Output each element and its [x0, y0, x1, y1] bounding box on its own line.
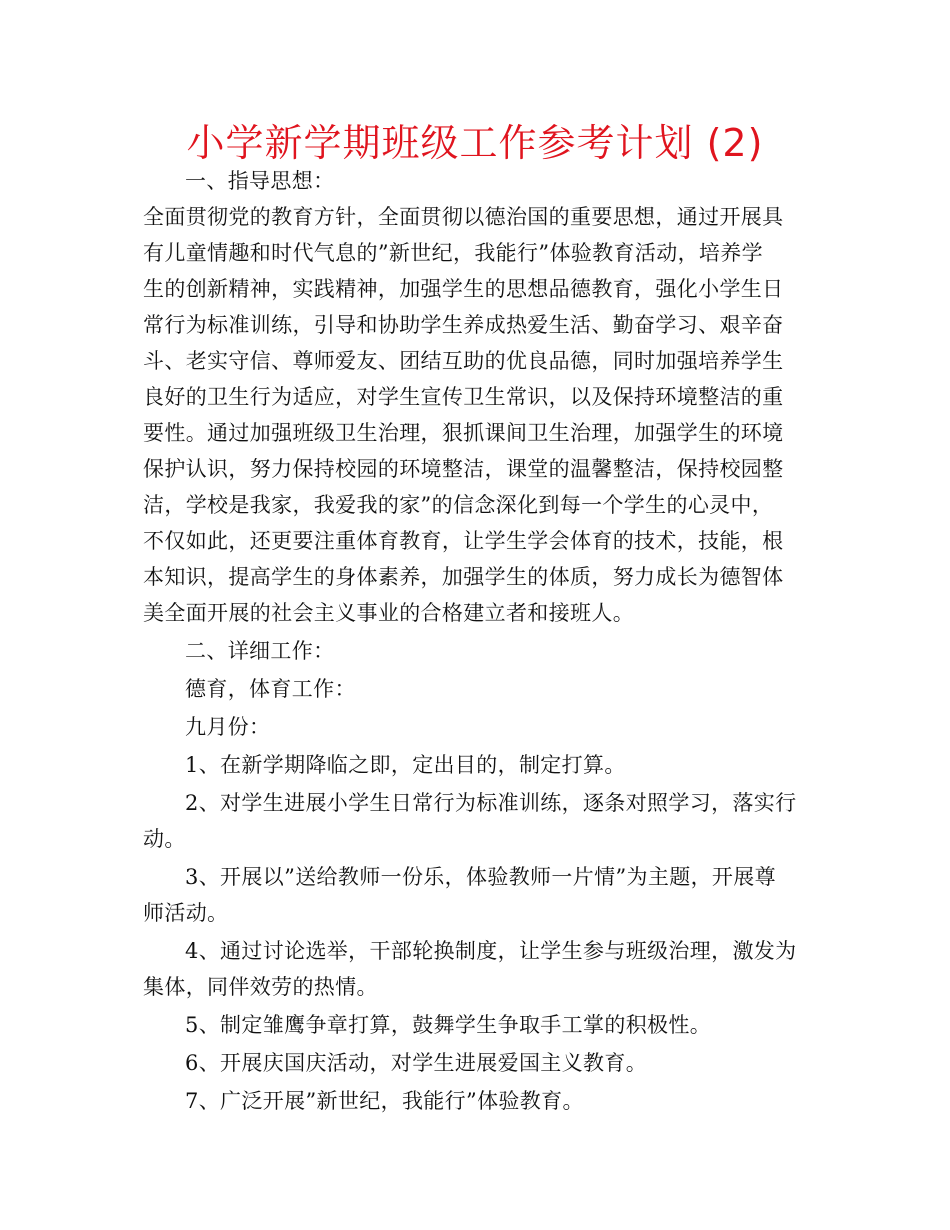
paragraph-line: 洁，学校是我家，我爱我的家”的信念深化到每一个学生的心灵中，: [143, 493, 774, 517]
paragraph-line: 斗、老实守信、尊师爱友、团结互助的优良品德，同时加强培养学生: [143, 349, 784, 373]
list-item-text: 3、开展以”送给教师一份乐，体验教师一片情”为主题，开展尊: [185, 865, 776, 889]
list-item-text: 7、广泛开展”新世纪，我能行”体验教育。: [185, 1089, 584, 1113]
list-item: [143, 1045, 811, 1081]
subheading-text: 德育，体育工作：: [185, 677, 356, 701]
list-item: [143, 859, 811, 931]
heading-text: 一、指导思想：: [185, 169, 335, 193]
section-heading-detailed-work: [143, 633, 811, 669]
list-item-text: 集体，同伴效劳的热情。: [143, 975, 378, 999]
list-item-text: 4、通过讨论选举，干部轮换制度，让学生参与班级治理，激发为: [185, 939, 797, 963]
paragraph-line: 不仅如此，还更要注重体育教育，让学生学会体育的技术，技能，根: [143, 529, 784, 553]
list-item: [143, 1083, 811, 1119]
subheading-september: [143, 709, 811, 745]
paragraph-line: 全面贯彻党的教育方针，全面贯彻以德治国的重要思想，通过开展具: [143, 205, 784, 229]
paragraph-line: 有儿童情趣和时代气息的”新世纪，我能行”体验教育活动，培养学: [143, 241, 763, 265]
list-item-text: 2、对学生进展小学生日常行为标准训练，逐条对照学习，落实行: [185, 791, 797, 815]
paragraph-line: 生的创新精神，实践精神，加强学生的思想品德教育，强化小学生日: [143, 277, 784, 301]
paragraph-line: 本知识，提高学生的身体素养，加强学生的体质，努力成长为德智体: [143, 565, 784, 589]
list-item: [143, 1007, 811, 1043]
heading-text: 二、详细工作：: [185, 639, 335, 663]
paragraph-line: 要性。通过加强班级卫生治理，狠抓课间卫生治理，加强学生的环境: [143, 421, 784, 445]
list-item: [143, 747, 811, 783]
paragraph-line: 常行为标准训练，引导和协助学生养成热爱生活、勤奋学习、艰辛奋: [143, 313, 784, 337]
list-item: [143, 785, 811, 857]
list-item: [143, 933, 811, 1005]
paragraph-line: 保护认识，努力保持校园的环境整洁，课堂的温馨整洁，保持校园整: [143, 457, 784, 481]
document-title: 小学新学期班级工作参考计划 (2): [186, 121, 764, 165]
paragraph-line: 美全面开展的社会主义事业的合格建立者和接班人。: [143, 601, 635, 625]
section-heading-guiding-ideology: [143, 163, 811, 199]
subheading-text: 九月份：: [185, 715, 271, 739]
paragraph-guiding-ideology: [143, 199, 811, 631]
list-item-text: 6、开展庆国庆活动，对学生进展爱国主义教育。: [185, 1051, 648, 1075]
paragraph-line: 良好的卫生行为适应，对学生宣传卫生常识，以及保持环境整洁的重: [143, 385, 784, 409]
list-item-text: 师活动。: [143, 901, 229, 925]
list-item-text: 1、在新学期降临之即，定出目的，制定打算。: [185, 753, 626, 777]
document-body: [143, 163, 811, 1119]
subheading-moral-pe: [143, 671, 811, 707]
list-item-text: 5、制定雏鹰争章打算，鼓舞学生争取手工掌的积极性。: [185, 1013, 712, 1037]
list-item-text: 动。: [143, 827, 186, 851]
